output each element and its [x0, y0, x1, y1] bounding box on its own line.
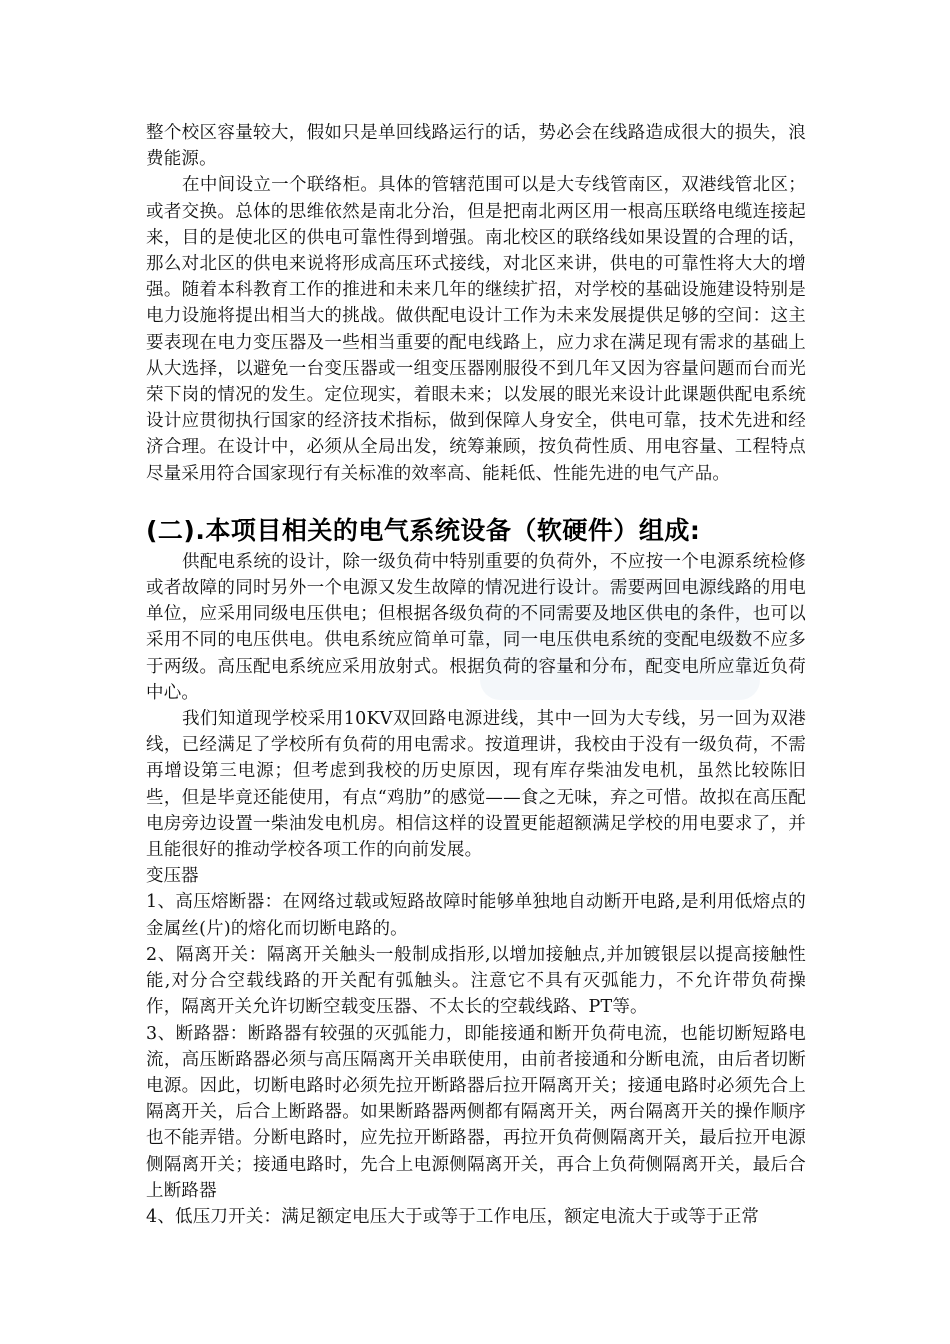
paragraph-design-principles: 供配电系统的设计，除一级负荷中特别重要的负荷外，不应按一个电源系统检修或者故障的同时另外一个电源又发生故障的情况进行设计。需要两回电源线路的用电单位，应采用同级电压供电；但根据各级负荷的不同需要及地区供电的条件，也可以采用不同的电压供电。供电系统应简单可靠，同一电压供电系统的变配电级数不应多于两级。高压配电系统应采用放射式。根据负荷的容量和分布，配变电所应靠近负荷中心。: [146, 551, 806, 703]
paragraph-continuation: 整个校区容量较大，假如只是单回线路运行的话，势必会在线路造成很大的损失，浪费能源。: [146, 123, 806, 170]
paragraph-tie-cabinet: 在中间设立一个联络柜。具体的管辖范围可以是大专线管南区，双港线管北区；或者交换。总体的思维依然是南北分治，但是把南北两区用一根高压联络电缆连接起来，目的是使北区的供电可靠性得到增强。南北校区的联络线如果设置的合理的话，那么对北区的供电来说将形成高压环式接线，对北区来讲，供电的可靠性将大大的增强。随着本科教育工作的推进和未来几年的继续扩招，对学校的基础设施建设特别是电力设施将提出相当大的挑战。做供配电设计工作为未来发展提供足够的空间：这主要表现在电力变压器及一些相当重要的配电线路上，应力求在满足现有需求的基础上从大选择，以避免一台变压器或一组变压器刚服役不到几年又因为容量问题而台而光荣下岗的情况的发生。定位现实，着眼未来；以发展的眼光来设计此课题供配电系统设计应贯彻执行国家的经济技术指标，做到保障人身安全，供电可靠，技术先进和经济合理。在设计中，必须从全局出发，统筹兼顾，按负荷性质、用电容量、工程特点尽量采用符合国家现行有关标准的效率高、能耗低、性能先进的电气产品。: [146, 175, 806, 484]
list-item-isolating-switch: 2、隔离开关：隔离开关触头一般制成指形,以增加接触点,并加镀银层以提高接触性能,对分合空载线路的开关配有弧触头。注意它不具有灭弧能力，不允许带负荷操作，隔离开关允许切断空载变压器、不太长的空载线路、PT等。: [146, 944, 806, 1018]
paragraph-dual-circuit: 我们知道现学校采用10KV双回路电源进线，其中一回为大专线，另一回为双港线，已经满足了学校所有负荷的用电需求。按道理讲，我校由于没有一级负荷，不需再增设第三电源；但考虑到我校的历史原因，现有库存柴油发电机，虽然比较陈旧些，但是毕竟还能使用，有点“鸡肋”的感觉——食之无味，弃之可惜。故拟在高压配电房旁边设置一柴油发电机房。相信这样的设置更能超额满足学校的用电要求了，并且能很好的推动学校各项工作的向前发展。: [146, 709, 806, 861]
list-item-knife-switch: 4、低压刀开关：满足额定电压大于或等于工作电压，额定电流大于或等于正常: [146, 1206, 760, 1227]
subheading-transformer: 变压器: [146, 866, 199, 887]
list-item-circuit-breaker: 3、断路器：断路器有较强的灭弧能力，即能接通和断开负荷电流，也能切断短路电流，高压断路器必须与高压隔离开关串联使用，由前者接通和分断电流，由后者切断电源。因此，切断电路时必须先拉开断路器后拉开隔离开关；接通电路时必须先合上隔离开关，后合上断路器。如果断路器两侧都有隔离开关，两台隔离开关的操作顺序也不能弄错。分断电路时，应先拉开断路器，再拉开负荷侧隔离开关，最后拉开电源侧隔离开关；接通电路时，先合上电源侧隔离开关，再合上负荷侧隔离开关，最后合上断路器: [146, 1023, 806, 1201]
document-body: [146, 120, 806, 1230]
section-heading: (二).本项目相关的电气系统设备（软硬件）组成:: [146, 515, 701, 545]
list-item-fuse: 1、高压熔断器：在网络过载或短路故障时能够单独地自动断开电路,是利用低熔点的金属丝(片)的熔化而切断电路的。: [146, 892, 806, 939]
